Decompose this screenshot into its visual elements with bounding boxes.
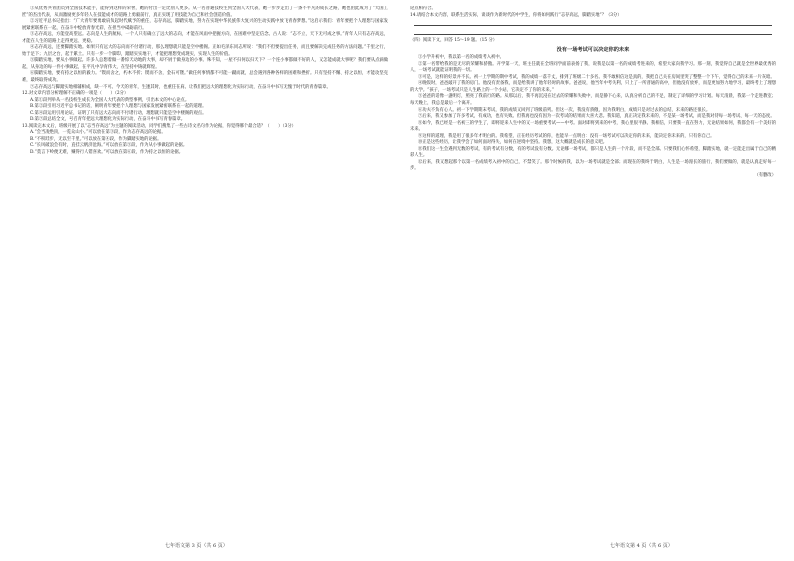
article-paragraph-12: ⑫后来，我又想起那个以第一名成绩考入初中的自己，不禁笑了。那个时候的我，以为一场考试就是全部；而现在的我终于明白，人生是一场漫长的旅行，我们要做的，就是认真走好每一步。 (410, 159, 776, 172)
question-12-stem: 12.对文章内容分析理解不正确的一项是（ ）（2分） (22, 91, 129, 97)
article-paragraph-5: ⑤爸爸的话像一盏明灯，照亮了我前行的路。从那以后，我不再沉浸在过去的荣耀和失败中，而是静下心来，认真分析自己的不足，制定了详细的学习计划。每天清晨，我第一个走进教室；每天晚上，我总是最后一个离开。 (410, 94, 776, 107)
question-12-option-a: A.第①段列举从一名技校生成长为全国人大代表的典型事例，引出本文的中心论点。 (30, 97, 190, 103)
article-paragraph-3: ③可是，这样的好景并不长。初一上学期的期中考试，我的成绩一落千丈，排到了班级二十多名。我不敢相信这是真的，我把自己关在房间里哭了整整一个下午，觉得自己的未来一片灰暗。 (418, 74, 775, 80)
continued-answer-line: 论点相符合。 (410, 6, 436, 11)
left-page-column (22, 6, 388, 536)
article-paragraph-2: ②第一名带给我的是无尽的荣耀和骄傲。开学第一天，班主任就在全班同学面前表扬了我，说我是以第一名的成绩考进来的，希望大家向我学习。那一刻，我觉得自己就是全世界最优秀的人，一场考试就能证明我的一切。 (410, 61, 776, 74)
right-page-column (410, 6, 776, 536)
left-paragraph-5: ⑤脚踏实地，要从小事做起。许多人总想着做一番惊天动地的大事，却不屑于做身边的小事。殊不知，一屋不扫何以扫天下？一个连小事都做不好的人，又怎能成就大事呢？我们要从点滴做起，从身边的每一件小事做起，在平凡中孕育伟大，在坚持中铸就辉煌。 (22, 58, 388, 70)
question-13-option-c: C.“长风破浪会有时，直挂云帆济沧海。”可以放在第⑤段，作为从小事做起的论据。 (30, 143, 188, 149)
question-13-stem: 13.阅读完本文后，班级开展了以“志当存高远”为主题的阅读活动，同学们搜集了一些古诗文名句作为论据，你觉得哪个最合适？（ ）（3分） (22, 123, 296, 129)
question-14-answer-line[interactable] (414, 19, 772, 26)
article-source-note: （有删改） (754, 173, 776, 179)
article-title: 没有一场考试可以决定你的未来 (556, 46, 630, 53)
left-paragraph-4: ④志存高远，还要脚踏实地。如果只有远大的志向而不付诸行动，那么理想就只能是空中楼阁。正如毛泽东同志所说：“我们不但要提出任务，而且要解决完成任务的方法问题。”千里之行，始于足下；九层之台，起于累土。只有一步一个脚印，踏踏实实地干，才能把理想变成现实，实现人生的价值。 (22, 45, 388, 57)
left-paragraph-3: ③志存高远，方能登高望远。志向是人生的航标，一个人只有确立了远大的志向，才能在风雨中把握方向，在困难中坚定信念。古人说：“志不立，天下无可成之事。”青年人只有志存高远，才能在人生的道路上走得更远、更稳。 (22, 32, 388, 44)
left-paragraph-6: ⑥脚踏实地，要有持之以恒的毅力。“锲而舍之，朽木不折；锲而不舍，金石可镂。”做任何事情都不可能一蹴而就，总会遇到各种各样的困难和挫折。只有坚持不懈、持之以恒，才能攻坚克难，最终取得成功。 (22, 71, 388, 84)
question-13-option-b: B.“不积跬步，无以至千里。”可以放在第④段，作为脚踏实地的论据。 (30, 136, 162, 142)
section-four-title: （四）阅读下文，回答 15～19 题。（15 分） (410, 38, 498, 44)
article-paragraph-7: ⑦后来，我又参加了许多考试，有成功，也有失败。但我再也没有因为一次考试的结果而大喜大悲。我知道，真正决定我未来的，不是某一场考试，而是我对待每一场考试、每一天的态度。 (418, 114, 775, 120)
article-paragraph-11: ⑪我们这一生会遇到无数的考试，有的考试有分数，有的考试没有分数。无论哪一场考试，都只是人生的一个片段，而不是全部。只要我们心怀希望，脚踏实地，就一定能走出属于自己的精彩人生。 (410, 146, 776, 159)
question-14-stem: 14.请结合本文内容，联系生活实际，谈谈作为新时代的中学生，你将如何践行“志存高远，脚踏实地”？（3分） (410, 12, 622, 18)
left-paragraph-2: ②习近平总书记指出：“广大青年要勇敢肩负起时代赋予的重任，志存高远，脚踏实地，努力在实现中华民族伟大复兴的生动实践中放飞青春梦想。”这启示我们：青年要把个人理想与国家发展紧密联系在一起，在奋斗中绽放青春光彩，在担当中砥砺前行。 (22, 19, 388, 31)
article-paragraph-1: ①小学升初中，我以第一名的成绩考入初中。 (418, 55, 504, 61)
article-paragraph-4: ④晚饭时，爸爸敲开了我的房门。他没有责备我，而是给我讲了他年轻时的故事。爸爸说，他当年中考失利，只上了一所普通的高中，但他没有放弃，而是更加努力地学习，最终考上了理想的大学。“孩子，一场考试只是人生路上的一个小站，它决定不了你的未来。” (410, 81, 776, 93)
question-12-option-d: D.第⑦段总结全文，号召青年把远大理想化为实际行动，在奋斗中书写青春篇章。 (30, 117, 186, 123)
question-13-option-d: D.“莫言下岭便无难，赚得行人错喜欢。”可以放在第⑥段，作为持之以恒的论据。 (30, 150, 183, 156)
article-paragraph-8: ⑧如今，我已经是一名初三的学生了，即将迎来人生中的又一场重要考试——中考。面对即将到来的中考，我心里很平静。我相信，只要我一直在努力，无论结果如何，我都会有一个美好的未来。 (410, 120, 776, 133)
question-12-option-c: C.第④段运用引用论证，证明了只有远大志向而不付诸行动，理想就只能是空中楼阁的观点。 (30, 110, 207, 116)
article-paragraph-6: ⑥功夫不负有心人。初一下学期期末考试，我的成绩又回到了班级前列。但这一次，我没有骄傲，因为我明白，成绩只是对过去的总结，未来的路还很长。 (418, 107, 711, 113)
question-12-option-b: B.第②段引用习近平总书记的话，阐明青年要把个人理想与国家发展紧密联系在一起的道理。 (30, 104, 207, 110)
question-13-option-a: A.“会当凌绝顶，一览众山小。”可以放在第③段，作为志存高远的论据。 (30, 130, 166, 136)
right-page-footer: 七年语文第 4 页（共 6 页） (610, 543, 673, 549)
left-paragraph-7: ⑦志存高远与脚踏实地相辅相成，缺一不可。今天的青年，生逢其时，也重任在肩。让我们把远大的理想化为实际行动，在奋斗中书写无愧于时代的青春篇章。 (30, 84, 331, 90)
question-14-answer-line[interactable] (414, 28, 772, 35)
article-paragraph-9: ⑨这样的道理，我是用了很多年才明白的。我希望，正在经历考试的你，也能早一点明白：没有一场考试可以决定你的未来，能决定你未来的，只有你自己。 (418, 133, 715, 139)
left-page-footer: 七年语文第 3 页（共 6 页） (165, 543, 228, 549)
article-paragraph-10: ⑩正是这些经历，让我学会了如何面对得失，如何在逆境中坚持。我想，这大概就是成长的意义吧。 (418, 140, 608, 146)
left-paragraph-1: ①从优秀共青团员到全国技术能手，能得到这样的荣誉，她的付出一定比别人更多。从一名普通技校生到全国人大代表，她一步步走出了一条不平凡的成长之路，她也由此成为了“大国工匠”的杰出代表，从而激励更多年轻人在技能成才的道路上勇毅前行，真正实现了用技能为自己和社会创造价值。 (22, 6, 388, 18)
